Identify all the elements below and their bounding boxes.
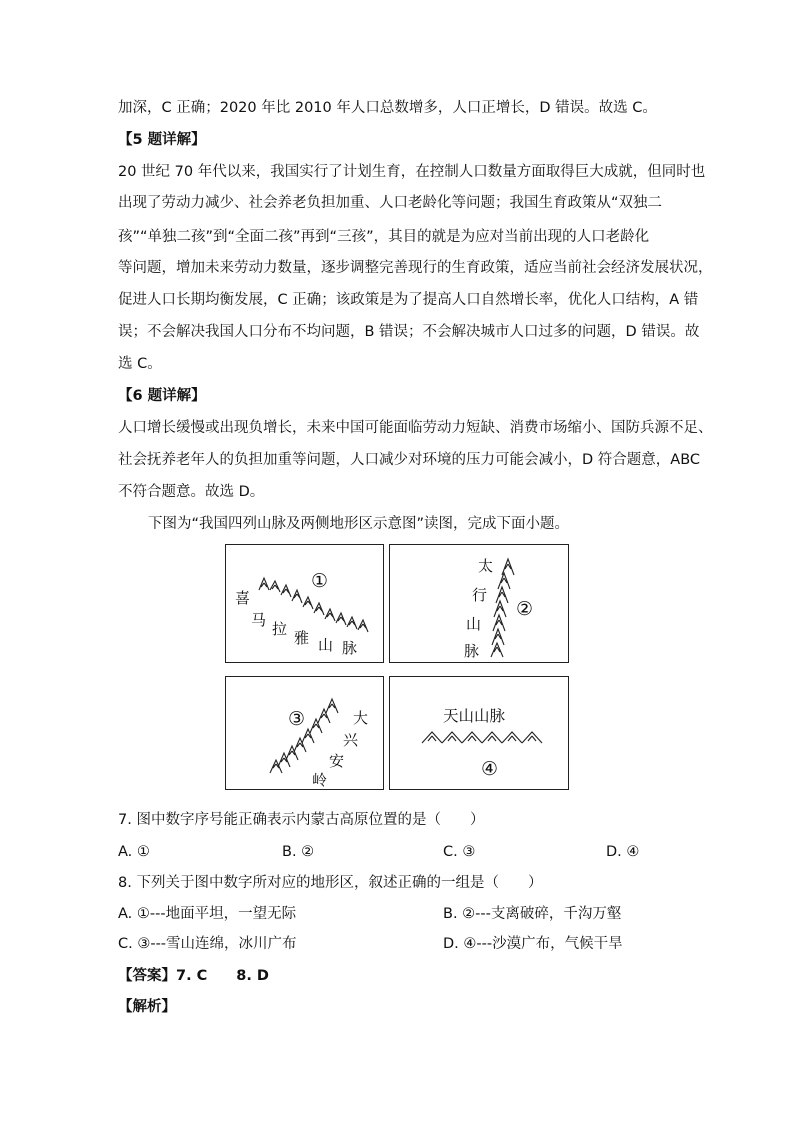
- paragraph-line: 孩”“单独二孩”到“全面二孩”再到“三孩”，其目的就是为应对当前出现的人口老龄化: [118, 229, 650, 245]
- range-label-char: 拉: [272, 620, 288, 638]
- paragraph-line: 等问题，增加未来劳动力数量，逐步调整完善现行的生育政策，适应当前社会经济发展状况，: [118, 260, 713, 276]
- answer-line: 【答案】7. C 8. D: [118, 968, 269, 984]
- question-8-stem: 8. 下列关于图中数字所对应的地形区，叙述正确的一组是（ ）: [118, 875, 543, 891]
- range-label-char: 山: [318, 636, 334, 654]
- range-label-char: 行: [472, 586, 488, 604]
- question-8-option-a: A. ①---地面平坦，一望无际: [118, 906, 297, 922]
- question-7-stem: 7. 图中数字序号能正确表示内蒙古高原位置的是（ ）: [118, 812, 485, 828]
- range-label-char: 脉: [342, 639, 358, 657]
- section-heading-6: 【6 题详解】: [118, 388, 206, 404]
- paragraph-line: 社会抚养老年人的负担加重等问题，人口减少对环境的压力可能会减小，D 符合题意，ABC: [118, 452, 701, 468]
- question-7-option-d: D. ④: [606, 844, 640, 860]
- paragraph-line: 促进人口长期均衡发展，C 正确；该政策是为了提高人口自然增长率，优化人口结构，A 错: [118, 292, 699, 308]
- map-panel-himalaya: [225, 544, 384, 663]
- question-7-option-b: B. ②: [282, 844, 315, 860]
- paragraph-line: 选 C。: [118, 356, 162, 372]
- map-panel-tianshan: [389, 676, 569, 790]
- question-8-option-c: C. ③---雪山连绵，冰川广布: [118, 936, 297, 952]
- paragraph-line: 不符合题意。故选 D。: [118, 484, 265, 500]
- mountain-range-icon: [390, 677, 570, 791]
- figure-intro: 下图为“我国四列山脉及两侧地形区示意图”读图，完成下面小题。: [148, 516, 570, 532]
- range-label-char: 兴: [343, 731, 359, 749]
- range-label-char: 安: [329, 752, 345, 770]
- map-panel-taihang: [389, 544, 569, 663]
- mountain-range-icon: [226, 677, 385, 791]
- range-label: 天山山脉: [443, 707, 506, 725]
- paragraph-line: 误；不会解决我国人口分布不均问题，B 错误；不会解决城市人口过多的问题，D 错误。故: [118, 324, 700, 340]
- region-number: ④: [481, 758, 499, 780]
- range-label-char: 马: [251, 611, 267, 629]
- map-panel-daxinganling: [225, 676, 384, 790]
- range-label-char: 太: [478, 557, 494, 575]
- range-label-char: 山: [466, 615, 482, 633]
- paragraph-line: 人口增长缓慢或出现负增长，未来中国可能面临劳动力短缺、消费市场缩小、国防兵源不足、: [118, 420, 713, 436]
- section-heading-5: 【5 题详解】: [118, 132, 206, 148]
- range-label-char: 雅: [294, 629, 310, 647]
- paragraph-line: 出现了劳动力减少、社会养老负担加重、人口老龄化等问题；我国生育政策从“双独二: [118, 195, 663, 211]
- region-number: ②: [516, 598, 534, 620]
- range-label-char: 喜: [235, 589, 251, 607]
- range-label-char: 脉: [464, 642, 480, 660]
- question-7-option-a: A. ①: [118, 844, 150, 860]
- question-7-option-c: C. ③: [443, 844, 476, 860]
- paragraph-line: 20 世纪 70 年代以来，我国实行了计划生育，在控制人口数量方面取得巨大成就，但同时也: [118, 164, 706, 180]
- range-label-char: 岭: [312, 771, 328, 789]
- region-number: ①: [311, 570, 329, 592]
- analysis-heading: 【解析】: [118, 999, 176, 1015]
- paragraph-line: 加深，C 正确；2020 年比 2010 年人口总数增多，人口正增长，D 错误。故选 C。: [118, 100, 657, 116]
- question-8-option-d: D. ④---沙漠广布，气候干旱: [443, 936, 623, 952]
- range-label-char: 大: [353, 709, 369, 727]
- region-number: ③: [288, 708, 306, 730]
- question-8-option-b: B. ②---支离破碎，千沟万壑: [443, 906, 622, 922]
